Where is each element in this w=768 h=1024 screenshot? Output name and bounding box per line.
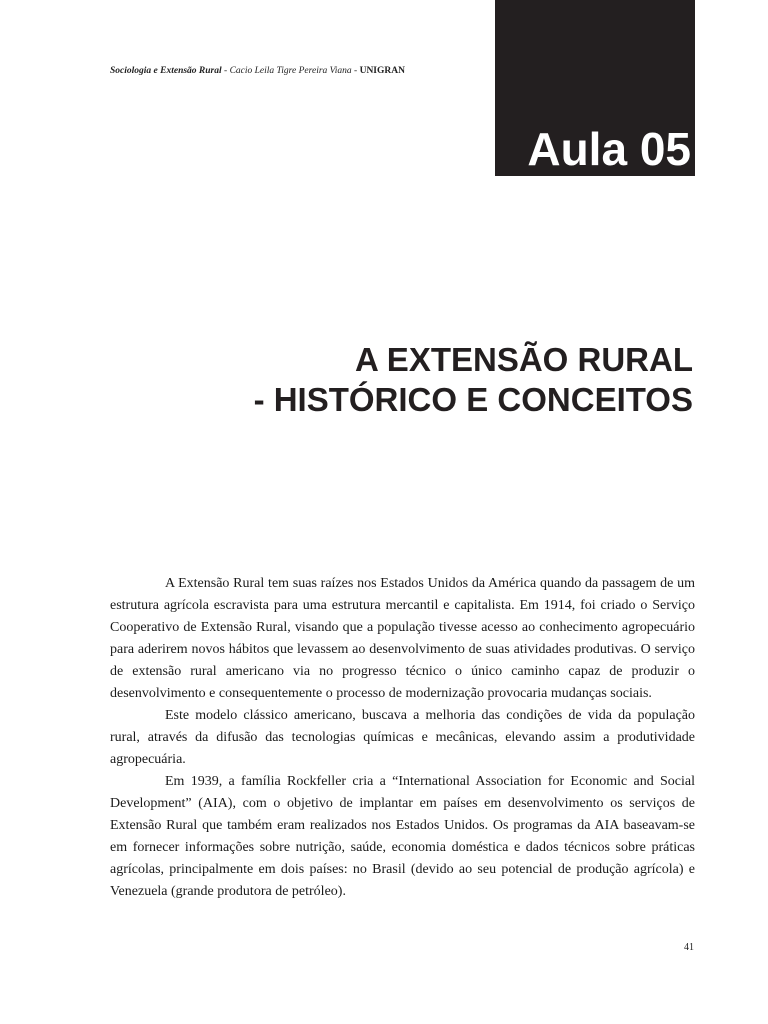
chapter-title bbox=[254, 340, 693, 419]
running-header bbox=[110, 66, 405, 76]
chapter-title-line1: A EXTENSÃO RURAL bbox=[355, 341, 693, 378]
lesson-label: Aula 05 bbox=[527, 123, 691, 175]
page-number: 41 bbox=[684, 942, 694, 953]
paragraph: Este modelo clássico americano, buscava a melhoria das condições de vida da população rural, através da difusão das tecnologias químicas e mecânicas, elevando assim a produtividade agropecuária. bbox=[110, 708, 695, 767]
header-separator: - bbox=[351, 66, 360, 76]
author-name: Cacio Leila Tigre Pereira Viana bbox=[229, 66, 352, 76]
chapter-title-line2: - HISTÓRICO E CONCEITOS bbox=[253, 380, 693, 418]
header-separator: - bbox=[221, 66, 230, 76]
course-name: Sociologia e Extensão Rural bbox=[110, 66, 222, 76]
lesson-block bbox=[495, 0, 695, 176]
institution-name: UNIGRAN bbox=[359, 66, 405, 76]
body-text bbox=[110, 573, 695, 903]
paragraph: A Extensão Rural tem suas raízes nos Estados Unidos da América quando da passagem de um estrutura agrícola escravista para uma estrutura mercantil e capitalista. Em 1914, foi criado o Serviço Cooperativo de Extensão Rural, visando que a população tivesse acesso ao conhecimento agropecuário para aderirem novos hábitos que levassem ao desenvolvimento de suas atividades produtivas. O serviço de extensão rural americano via no progresso técnico o único caminho capaz de produzir o desenvolvimento e consequentemente o processo de modernização provocaria mudanças sociais. bbox=[110, 576, 695, 701]
paragraph: Em 1939, a família Rockfeller cria a “International Association for Economic and Social Development” (AIA), com o objetivo de implantar em países em desenvolvimento os serviços de Extensão Rural que também eram realizados nos Estados Unidos. Os programas da AIA baseavam-se em fornecer informações sobre nutrição, saúde, economia doméstica e dados técnicos sobre práticas agrícolas, principalmente em dois países: no Brasil (devido ao seu potencial de produção agrícola) e Venezuela (grande produtora de petróleo). bbox=[110, 774, 695, 899]
